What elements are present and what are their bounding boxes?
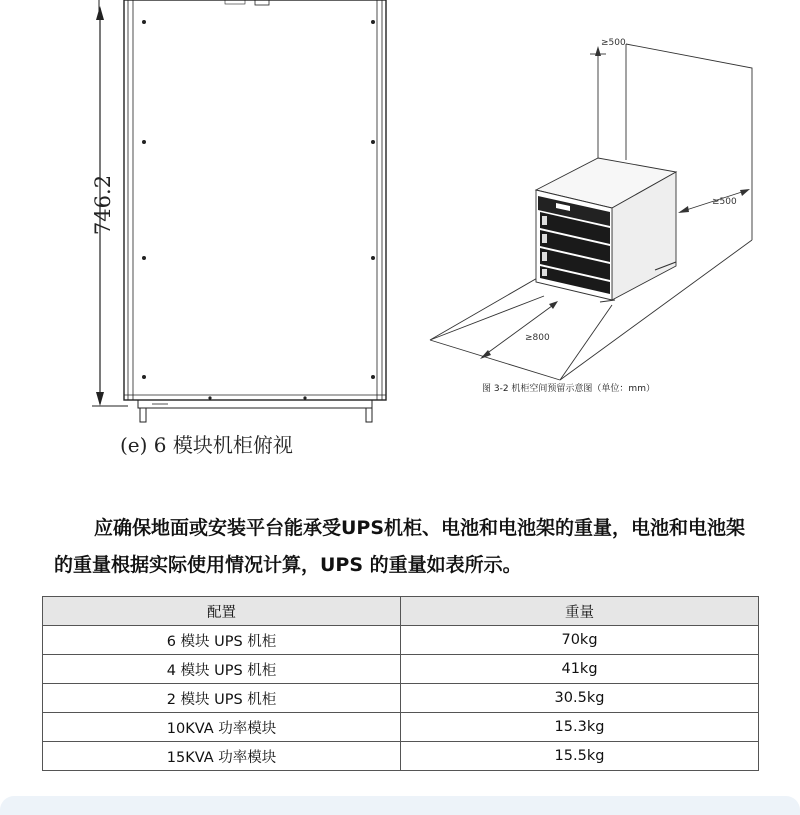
weight-cell: 30.5kg bbox=[401, 684, 759, 713]
cabinet-top-view bbox=[92, 0, 386, 422]
front-clearance-line bbox=[482, 303, 556, 357]
configuration-cell: 15KVA 功率模块 bbox=[43, 742, 401, 771]
right-figure-caption: 图 3-2 机柜空间预留示意图（单位：mm） bbox=[482, 384, 655, 394]
ups-weight-table bbox=[42, 596, 759, 771]
weight-cell: 41kg bbox=[401, 655, 759, 684]
back-clearance-label: ≥500 bbox=[712, 197, 737, 207]
cabinet-screws bbox=[142, 20, 375, 400]
cabinet-base bbox=[138, 400, 372, 408]
cabinet-foot-left bbox=[140, 408, 146, 422]
configuration-cell: 10KVA 功率模块 bbox=[43, 713, 401, 742]
configuration-cell: 2 模块 UPS 机柜 bbox=[43, 684, 401, 713]
dimension-arrow-bottom bbox=[96, 392, 104, 406]
column-header-weight: 重量 bbox=[401, 597, 759, 626]
dimension-arrow-top bbox=[96, 6, 104, 20]
table-row bbox=[43, 742, 759, 771]
table-row bbox=[43, 684, 759, 713]
floor-edge-front bbox=[430, 340, 560, 380]
configuration-cell: 6 模块 UPS 机柜 bbox=[43, 626, 401, 655]
table-row bbox=[43, 626, 759, 655]
left-figure-caption: (e) 6 模块机柜俯视 bbox=[120, 433, 293, 457]
front-clearance-label: ≥800 bbox=[525, 333, 550, 343]
weight-requirement-paragraph: 应确保地面或安装平台能承受UPS机柜、电池和电池架的重量，电池和电池架的重量根据实际使用情况计算，UPS 的重量如表所示。 bbox=[54, 517, 746, 576]
height-clearance-label: ≥500 bbox=[601, 38, 626, 48]
bottom-decorative-band bbox=[0, 796, 800, 815]
table-row bbox=[43, 713, 759, 742]
configuration-cell: 4 模块 UPS 机柜 bbox=[43, 655, 401, 684]
cabinet-foot-right bbox=[366, 408, 372, 422]
weight-cell: 15.5kg bbox=[401, 742, 759, 771]
weight-cell: 70kg bbox=[401, 626, 759, 655]
dimension-label: 746.2 bbox=[91, 174, 115, 236]
column-header-configuration: 配置 bbox=[43, 597, 401, 626]
cabinet-outline bbox=[124, 0, 386, 400]
table-header-row bbox=[43, 597, 759, 626]
table-row bbox=[43, 655, 759, 684]
weight-cell: 15.3kg bbox=[401, 713, 759, 742]
